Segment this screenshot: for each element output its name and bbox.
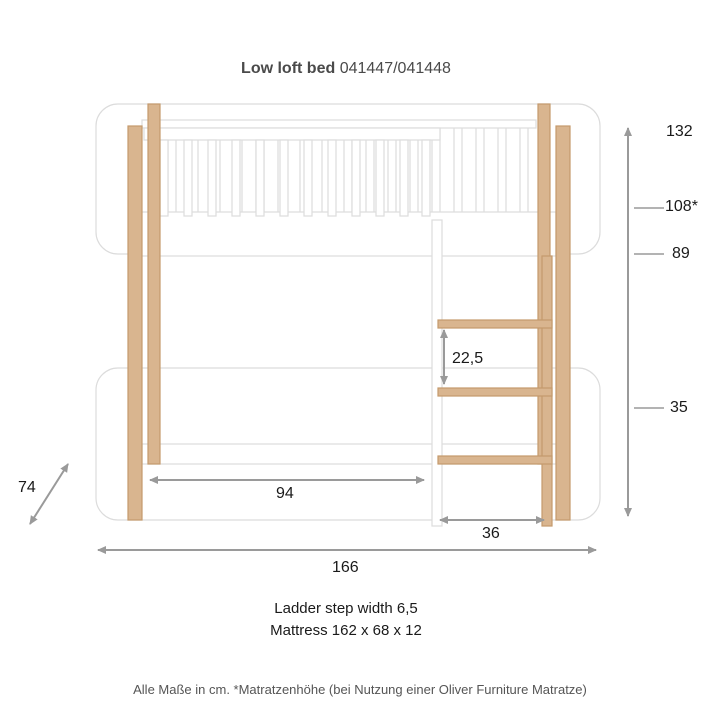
dim-ladder-width: 36 xyxy=(482,525,500,542)
product-codes: 041447/041448 xyxy=(339,60,451,77)
dim-depth: 74 xyxy=(18,479,36,496)
dim-total-width: 166 xyxy=(332,559,359,576)
mattress-note: Mattress 162 x 68 x 12 xyxy=(270,622,422,639)
dim-step-gap: 22,5 xyxy=(452,350,484,367)
dim-platform-height: 89 xyxy=(672,245,690,262)
dim-mattress-height: 108* xyxy=(665,198,698,215)
loft-bed-drawing xyxy=(96,104,600,526)
footer-note: Alle Maße in cm. *Matratzenhöhe (bei Nutzung einer Oliver Furniture Matratze) xyxy=(133,682,587,697)
dim-lower-height: 35 xyxy=(670,399,688,416)
notes xyxy=(0,598,692,642)
ladder-step-note: Ladder step width 6,5 xyxy=(274,600,418,617)
dim-height-total: 132 xyxy=(666,123,693,140)
dim-inner-width: 94 xyxy=(276,485,294,502)
product-name: Low loft bed xyxy=(241,60,336,77)
